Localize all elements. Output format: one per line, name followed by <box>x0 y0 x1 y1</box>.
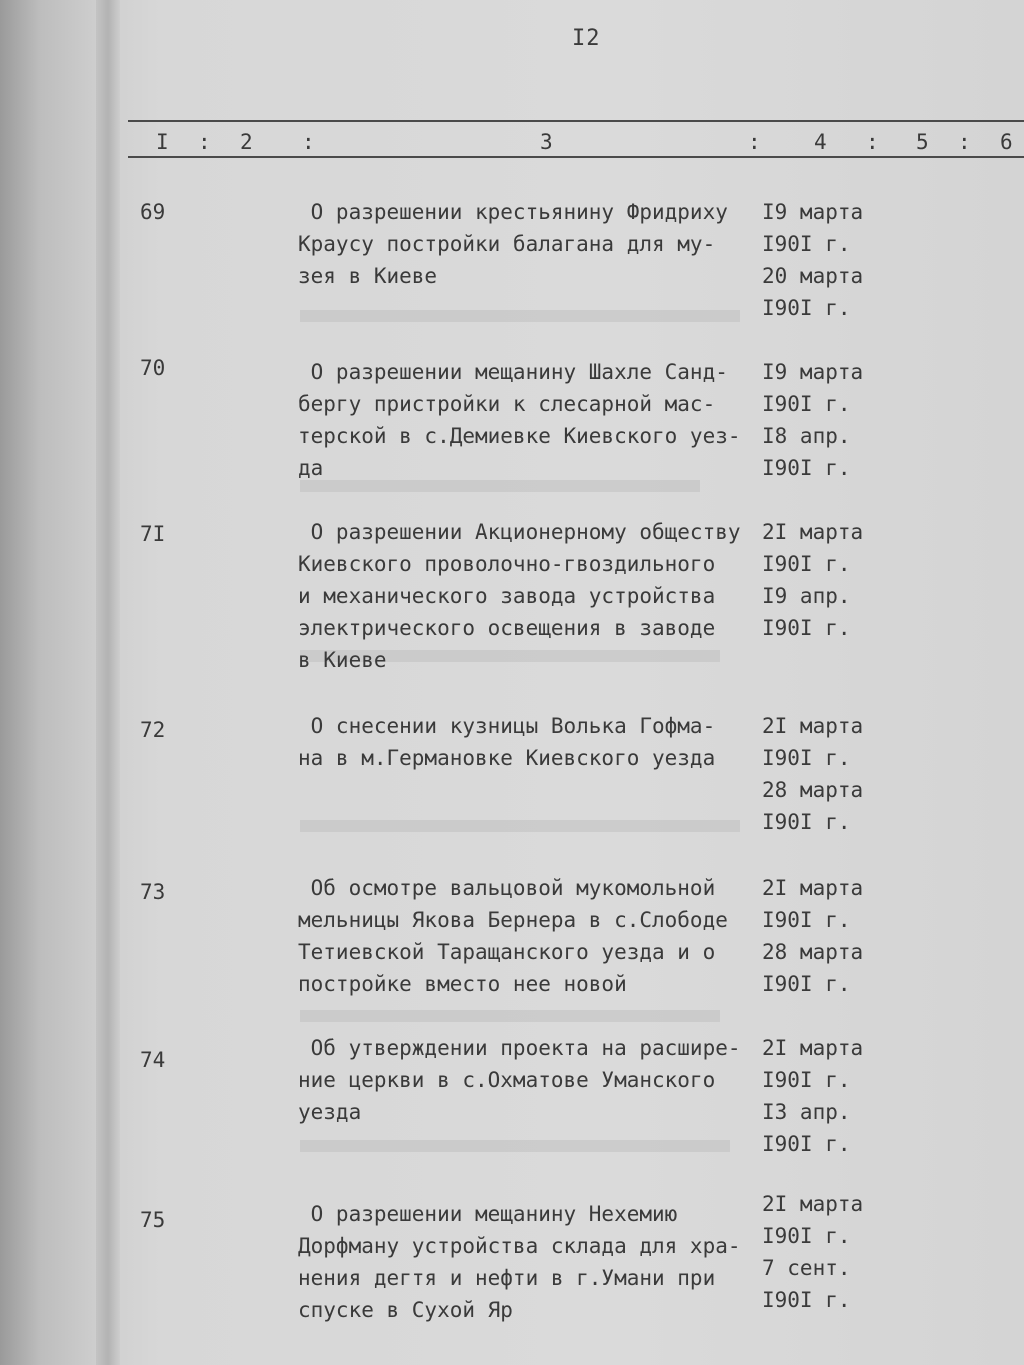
column-separator: : <box>866 130 879 154</box>
column-separator: : <box>748 130 761 154</box>
row-description: Об утверждении проекта на расшире- ние церкви в с.Охматове Уманского уезда <box>298 1036 741 1124</box>
page-number: I2 <box>572 26 601 51</box>
row-dates: I9 марта I90I г. 20 марта I90I г. <box>762 200 864 320</box>
column-header-4: 4 <box>814 130 827 154</box>
column-header-3: 3 <box>540 130 553 154</box>
column-separator: : <box>198 130 211 154</box>
column-separator: : <box>302 130 315 154</box>
column-header-2: 2 <box>240 130 253 154</box>
bleed-through-mark <box>300 1140 730 1152</box>
bleed-through-mark <box>300 310 740 322</box>
column-header-5: 5 <box>916 130 929 154</box>
bleed-through-mark <box>300 1010 720 1022</box>
bleed-through-mark <box>300 820 740 832</box>
row-dates: I9 марта I90I г. I8 апр. I90I г. <box>762 360 864 480</box>
row-description: О разрешении Акционерному обществу Киевского проволочно-гвоздильного и механического завода устройства электрического освещения в заводе в Киеве <box>298 520 741 672</box>
row-number: 70 <box>140 356 166 380</box>
row-number: 74 <box>140 1048 166 1072</box>
row-number: 73 <box>140 880 166 904</box>
table-top-rule <box>128 120 1024 122</box>
row-dates: 2I марта I90I г. 28 марта I90I г. <box>762 714 864 834</box>
row-number: 69 <box>140 200 166 224</box>
row-dates: 2I марта I90I г. 7 сент. I90I г. <box>762 1192 864 1312</box>
binding-shadow <box>96 0 120 1365</box>
column-header-6: 6 <box>1000 130 1013 154</box>
row-number: 72 <box>140 718 166 742</box>
row-dates: 2I марта I90I г. I9 апр. I90I г. <box>762 520 864 640</box>
row-dates: 2I марта I90I г. I3 апр. I90I г. <box>762 1036 864 1156</box>
row-description: О разрешении мещанину Нехемию Дорфману устройства склада для хра- нения дегтя и нефти в г.Умани при спуске в Сухой Яр <box>298 1202 741 1322</box>
row-number: 7I <box>140 522 166 546</box>
row-description: О разрешении крестьянину Фридриху Краусу постройки балагана для му- зея в Киеве <box>298 200 728 288</box>
row-number: 75 <box>140 1208 166 1232</box>
row-description: О разрешении мещанину Шахле Санд- бергу пристройки к слесарной мас- терской в с.Демиевке Киевского уез- да <box>298 360 741 480</box>
table-header-rule <box>128 156 1024 158</box>
column-header-1: I <box>156 130 169 154</box>
row-description: О снесении кузницы Волька Гофма- на в м.Германовке Киевского уезда <box>298 714 716 770</box>
column-separator: : <box>958 130 971 154</box>
row-dates: 2I марта I90I г. 28 марта I90I г. <box>762 876 864 996</box>
row-description: Об осмотре вальцовой мукомольной мельницы Якова Бернера в с.Слободе Тетиевской Таращанского уезда и о постройке вместо нее новой <box>298 876 728 996</box>
